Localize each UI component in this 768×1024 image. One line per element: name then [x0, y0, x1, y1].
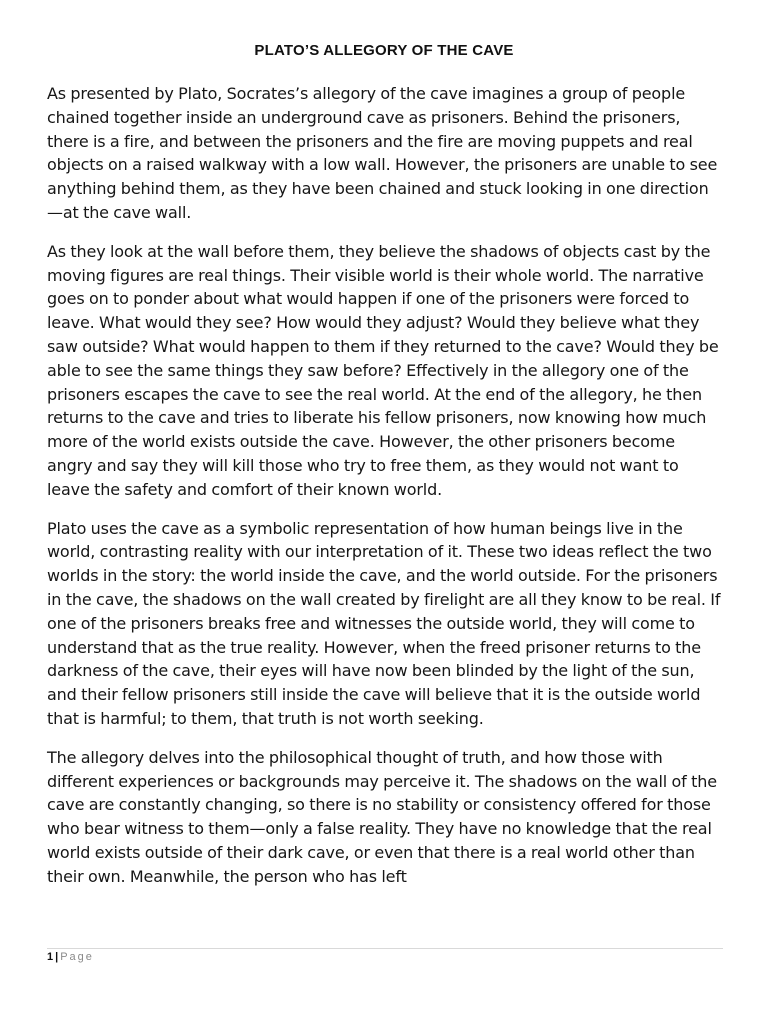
document-body: [47, 82, 723, 904]
footer-divider: [47, 948, 723, 949]
paragraph-1: As presented by Plato, Socrates’s allegory of the cave imagines a group of people chained together inside an underground cave as prisoners. Behind the prisoners, there is a fire, and between the prisoners and the fire are moving puppets and real objects on a raised walkway with a low wall. However, the prisoners are unable to see anything behind them, as they have been chained and stuck looking in one direction—at the cave wall.: [47, 84, 718, 222]
page-label: Page: [60, 951, 94, 963]
paragraph-4: The allegory delves into the philosophical thought of truth, and how those with different experiences or backgrounds may perceive it. The shadows on the wall of the cave are constantly changing, so there is no stability or consistency offered for those who bear witness to them—only a false reality. They have no knowledge that the real world exists outside of their dark cave, or even that there is a real world other than their own. Meanwhile, the person who has left: [47, 747, 717, 886]
document-title: PLATO’S ALLEGORY OF THE CAVE: [254, 42, 514, 59]
paragraph-3: Plato uses the cave as a symbolic representation of how human beings live in the world, contrasting reality with our interpretation of it. These two ideas reflect the two worlds in the story: the world inside the cave, and the world outside. For the prisoners in the cave, the shadows on the wall created by firelight are all they know to be real. If one of the prisoners breaks free and witnesses the outside world, they will come to understand that as the true reality. However, when the freed prisoner returns to the darkness of the cave, their eyes will have now been blinded by the light of the sun, and their fellow prisoners still inside the cave will believe that it is the outside world that is harmful; to them, that truth is not worth seeking.: [47, 518, 721, 728]
paragraph-2: As they look at the wall before them, they believe the shadows of objects cast by the moving figures are real things. Their visible world is their whole world. The narrative goes on to ponder about what would happen if one of the prisoners were forced to leave. What would they see? How would they adjust? Would they believe what they saw outside? What would happen to them if they returned to the cave? Would they be able to see the same things they saw before? Effectively in the allegory one of the prisoners escapes the cave to see the real world. At the end of the allegory, he then returns to the cave and tries to liberate his fellow prisoners, now knowing how much more of the world exists outside the cave. However, the other prisoners become angry and say they will kill those who try to free them, as they would not want to leave the safety and comfort of their known world.: [47, 241, 719, 499]
page-number: 1: [47, 951, 54, 963]
page-footer: [47, 950, 94, 964]
footer-separator: |: [55, 951, 59, 963]
